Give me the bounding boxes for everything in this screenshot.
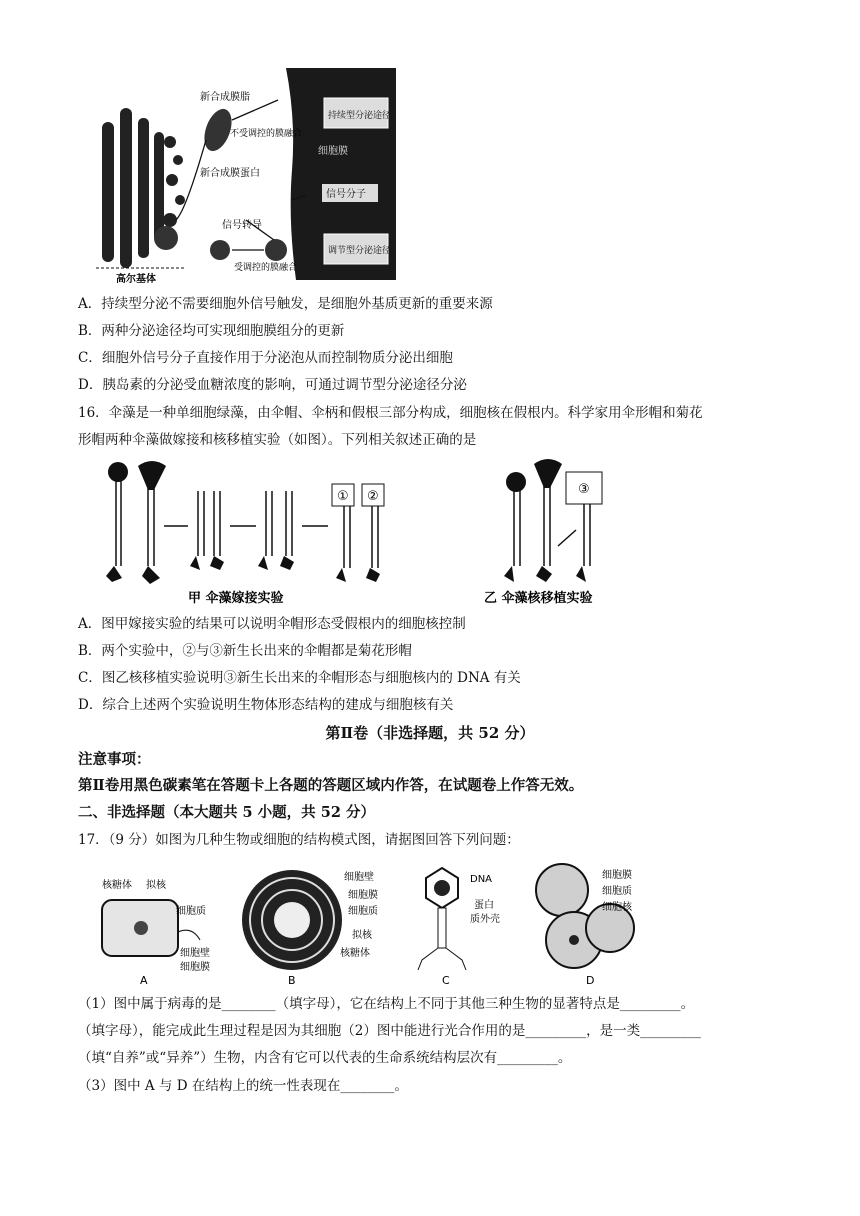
c-coat-label-2: 质外壳 <box>470 914 500 925</box>
notice-heading: 注意事项： <box>78 751 151 768</box>
transplant-result-3: ③ <box>578 482 590 497</box>
label-golgi: 高尔基体 <box>116 274 156 285</box>
label-new-protein: 新合成膜蛋白 <box>200 168 260 179</box>
q15-option-b: B．两种分泌途径均可实现细胞膜组分的更新 <box>78 323 345 339</box>
q17-part3: （3）图中 A 与 D 在结构上的统一性表现在________。 <box>78 1078 408 1094</box>
label-constitutive-pathway: 持续型分泌途径 <box>328 111 392 121</box>
b-ribosome-label: 核糖体 <box>340 948 370 959</box>
secretion-pathway-figure <box>96 60 396 288</box>
notice-body: 第Ⅱ卷用黑色碳素笔在答题卡上各题的答题区域内作答，在试题卷上作答无效。 <box>78 777 584 794</box>
q17-part2b: （填“自养”或“异养”）生物，内含有它可以代表的生命系统结构层次有_________。 <box>78 1050 572 1066</box>
q16-option-b: B．两个实验中，②与③新生长出来的伞帽都是菊花形帽 <box>78 643 412 659</box>
q16-stem-line1: 16．伞藻是一种单细胞绿藻，由伞帽、伞柄和假根三部分构成，细胞核在假根内。科学家用伞形帽和菊花 <box>78 405 703 421</box>
fig-letter-c: C <box>442 974 450 986</box>
organism-structures-figure <box>96 856 648 986</box>
a-wall-label: 细胞壁 <box>180 948 210 959</box>
label-regulated-pathway: 调节型分泌途径 <box>328 246 392 256</box>
graft-result-1: ① <box>337 489 349 504</box>
a-cytoplasm-label: 细胞质 <box>176 906 206 917</box>
a-membrane-label: 细胞膜 <box>180 962 210 973</box>
a-nucleoid-label: 拟核 <box>146 880 166 891</box>
q16-option-d: D．综合上述两个实验说明生物体形态结构的建成与细胞核有关 <box>78 697 454 713</box>
fig-letter-a: A <box>140 974 148 986</box>
q15-option-d: D．胰岛素的分泌受血糖浓度的影响，可通过调节型分泌途径分泌 <box>78 377 467 393</box>
d-membrane-label: 细胞膜 <box>602 870 632 881</box>
graft-result-2: ② <box>367 489 379 504</box>
b-wall-label: 细胞壁 <box>344 872 374 883</box>
b-membrane-label: 细胞膜 <box>348 890 378 901</box>
q16-stem-line2: 形帽两种伞藻做嫁接和核移植实验（如图）。下列相关叙述正确的是 <box>78 432 477 448</box>
part-title: 二、非选择题（本大题共 5 小题，共 52 分） <box>78 804 375 821</box>
label-cell-membrane: 细胞膜 <box>318 146 348 157</box>
section-title: 第Ⅱ卷（非选择题，共 52 分） <box>325 724 535 742</box>
label-new-lipid: 新合成膜脂 <box>200 92 250 103</box>
b-nucleoid-label: 拟核 <box>352 930 372 941</box>
fig-letter-b: B <box>288 974 296 986</box>
q16-option-c: C．图乙核移植实验说明③新生长出来的伞帽形态与细胞核内的 DNA 有关 <box>78 670 521 686</box>
label-unregulated-fusion: 不受调控的膜融合 <box>230 129 303 139</box>
c-coat-label-1: 蛋白 <box>474 900 494 911</box>
q15-option-a: A．持续型分泌不需要细胞外信号触发，是细胞外基质更新的重要来源 <box>78 296 493 312</box>
a-ribosome-label: 核糖体 <box>102 880 132 891</box>
q15-option-c: C．细胞外信号分子直接作用于分泌泡从而控制物质分泌出细胞 <box>78 350 453 366</box>
fig-letter-d: D <box>586 974 595 986</box>
b-cytoplasm-label: 细胞质 <box>348 906 378 917</box>
q17-part2a: （填字母），能完成此生理过程是因为其细胞（2）图中能进行光合作用的是_________，是一类_________ <box>78 1023 701 1039</box>
q17-part1: （1）图中属于病毒的是________（填字母），它在结构上不同于其他三种生物的显著特点是_________。 <box>78 996 695 1012</box>
label-signal-transduction: 信号转导 <box>222 220 262 231</box>
d-cytoplasm-label: 细胞质 <box>602 886 632 897</box>
d-nucleus-label: 细胞核 <box>602 902 632 913</box>
caption-transplant-experiment: 乙 伞藻核移植实验 <box>484 591 593 606</box>
q17-stem: 17．（9 分）如图为几种生物或细胞的结构模式图，请据图回答下列问题： <box>78 832 520 848</box>
caption-graft-experiment: 甲 伞藻嫁接实验 <box>188 591 284 606</box>
label-regulated-fusion: 受调控的膜融合 <box>234 263 298 273</box>
q16-option-a: A．图甲嫁接实验的结果可以说明伞帽形态受假根内的细胞核控制 <box>78 616 466 632</box>
c-dna-label: DNA <box>470 874 493 885</box>
label-signal-molecule: 信号分子 <box>326 189 366 200</box>
acetabularia-figure <box>96 456 636 608</box>
